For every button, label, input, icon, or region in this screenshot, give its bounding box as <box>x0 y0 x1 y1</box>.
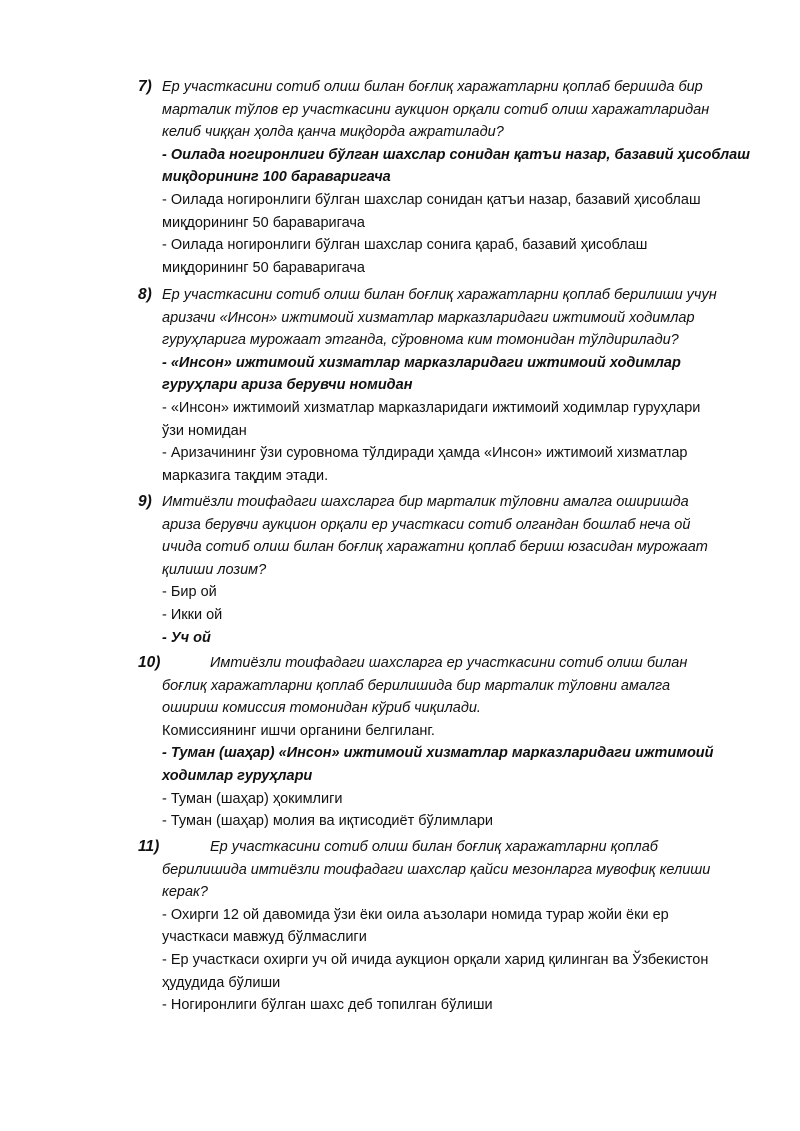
answer-option-line: - Туман (шаҳар) молия ва иқтисодиёт бўлимлари <box>162 813 494 830</box>
question-text-line: Ер участкасини сотиб олиш билан боғлиқ харажатларни қоплаб берилиши учун <box>162 287 717 303</box>
answer-option-line: - Туман (шаҳар) ҳокимлиги <box>162 790 343 807</box>
answer-option-line: миқдорининг 50 бараваригача <box>162 214 365 231</box>
answer-option-line: ҳудудида бўлиши <box>162 974 281 991</box>
question-number: 9) <box>138 493 152 510</box>
correct-answer-line: - Уч ой <box>162 629 211 646</box>
answer-option-line: - Аризачининг ўзи суровнома тўлдиради ҳамда «Инсон» ижтимоий хизматлар <box>162 445 688 462</box>
question-text-line: керак? <box>162 884 208 901</box>
answer-option-line: - Охирги 12 ой давомида ўзи ёки оила аъзолари номида турар жойи ёки ер <box>162 906 669 923</box>
answer-option-line: - Оилада ногиронлиги бўлган шахслар сонидан қатъи назар, базавий ҳисоблаш <box>162 191 701 208</box>
question-text-line: Имтиёзли тоифадаги шахсларга ер участкасини сотиб олиш билан <box>210 655 688 671</box>
answer-option-line: - Оилада ногиронлиги бўлган шахслар сонига қараб, базавий ҳисоблаш <box>162 237 648 254</box>
correct-answer-line: миқдорининг 100 бараваригача <box>162 169 391 186</box>
question-text-line: аризачи «Инсон» ижтимоий хизматлар марказларидаги ижтимоий ходимлар <box>162 309 695 326</box>
correct-answer-line: - «Инсон» ижтимоий хизматлар марказларидаги ижтимоий ходимлар <box>162 354 681 371</box>
question-text-line: қилиши лозим? <box>162 561 267 578</box>
correct-answer-line: - Туман (шаҳар) «Инсон» ижтимоий хизматлар марказларидаги ижтимоий <box>162 745 714 762</box>
question-body <box>162 652 762 833</box>
question-text-line: Имтиёзли тоифадаги шахсларга бир марталик тўловни амалга оширишда <box>162 494 689 510</box>
answer-option-line: - Икки ой <box>162 606 223 623</box>
question-text-line: ошириш комиссия томонидан кўриб чиқилади. <box>162 700 481 717</box>
correct-answer-line: - Оилада ногиронлиги бўлган шахслар сонидан қатъи назар, базавий ҳисоблаш <box>162 146 751 163</box>
question-text-line: марталик тўлов ер участкасини аукцион орқали сотиб олиш харажатларидан <box>162 101 710 118</box>
answer-option-line: - «Инсон» ижтимоий хизматлар марказларидаги ижтимоий ходимлар гуруҳлари <box>162 399 701 416</box>
question-number: 10) <box>138 654 161 671</box>
answer-option-line: - Ер участкаси охирги уч ой ичида аукцион орқали харид қилинган ва Ўзбекистон <box>162 951 709 968</box>
question-text-line: ичида сотиб олиш билан боғлиқ харажатни қоплаб бериш юзасидан мурожаат <box>162 539 708 556</box>
answer-option-line: - Бир ой <box>162 584 217 601</box>
question-body <box>162 836 762 1017</box>
question-text-line: Ер участкасини сотиб олиш билан боғлиқ харажатларни қоплаб <box>210 839 658 855</box>
answer-option-line: миқдорининг 50 бараваригача <box>162 259 365 276</box>
correct-answer-line: ходимлар гуруҳлари <box>162 767 313 784</box>
question-number: 7) <box>138 78 152 95</box>
question-text-line: келиб чиққан ҳолда қанча миқдорда ажратилади? <box>162 124 504 141</box>
question-body <box>162 284 762 487</box>
answer-option-line: - Ногиронлиги бўлган шахс деб топилган бўлиши <box>162 997 493 1014</box>
question-number: 11) <box>138 838 160 855</box>
question-text-line: гуруҳларига мурожаат этганда, сўровнома ким томонидан тўлдирилади? <box>162 332 679 349</box>
correct-answer-line: гуруҳлари ариза берувчи номидан <box>162 377 413 394</box>
question-text-line: Комиссиянинг ишчи органини белгиланг. <box>162 722 435 739</box>
answer-option-line: ўзи номидан <box>162 422 247 439</box>
question-body <box>162 491 762 649</box>
question-number: 8) <box>138 286 152 303</box>
question-text-line: берилишида имтиёзли тоифадаги шахслар қайси мезонларга мувофиқ келиши <box>162 861 711 878</box>
question-body <box>162 76 762 279</box>
question-text-line: Ер участкасини сотиб олиш билан боғлиқ харажатларни қоплаб беришда бир <box>162 79 703 95</box>
answer-option-line: участкаси мавжуд бўлмаслиги <box>162 929 367 946</box>
question-text-line: ариза берувчи аукцион орқали ер участкаси сотиб олгандан бошлаб неча ой <box>162 516 691 533</box>
question-text-line: боғлиқ харажатларни қоплаб берилишида бир марталик тўловни амалга <box>162 677 671 694</box>
answer-option-line: марказига тақдим этади. <box>162 467 329 484</box>
